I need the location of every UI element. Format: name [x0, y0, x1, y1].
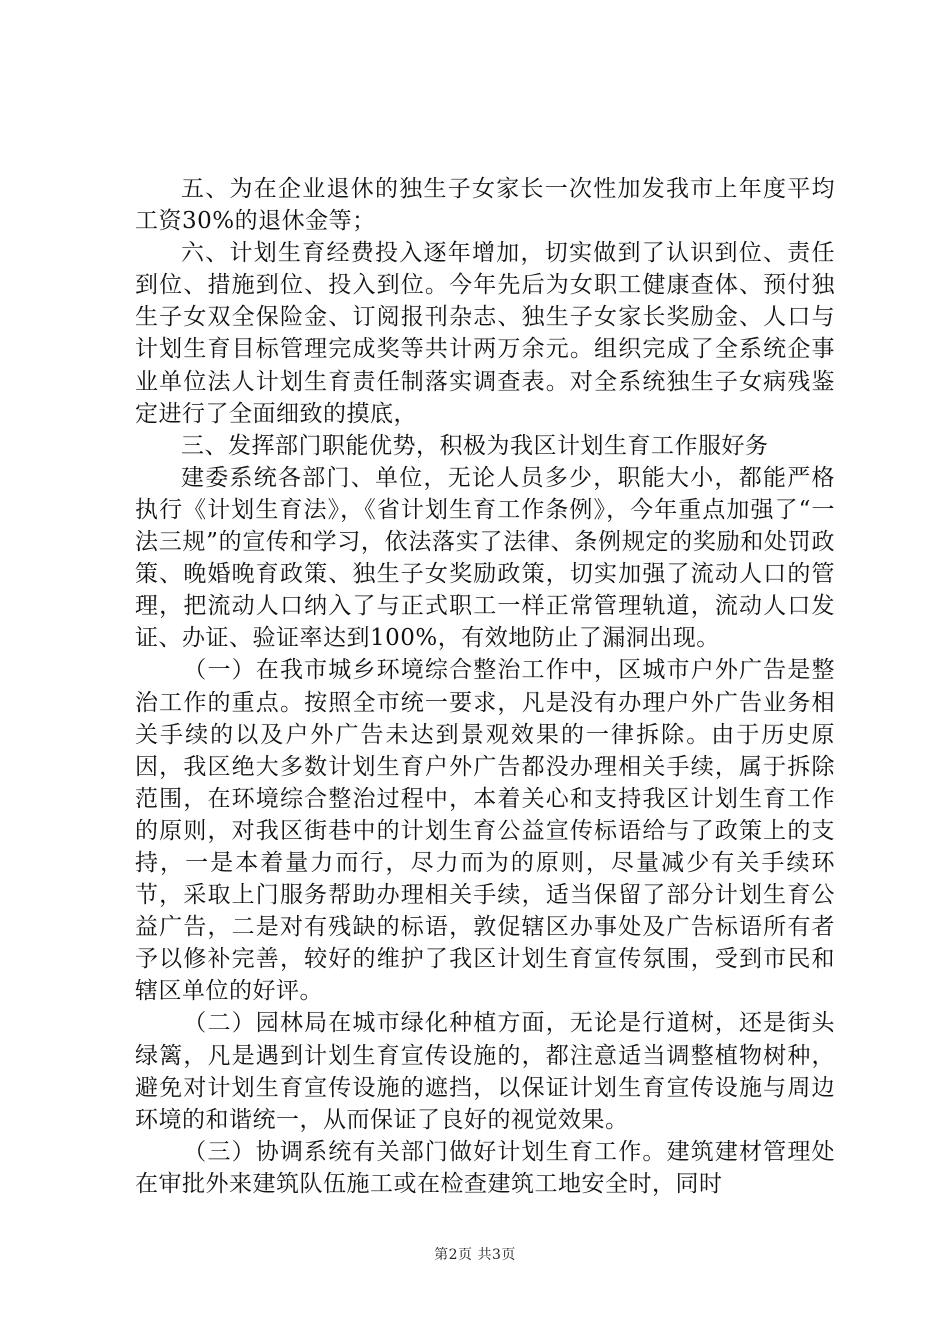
- paragraph-construction-committee: 建委系统各部门、单位，无论人员多少，职能大小，都能严格执行《计划生育法》，《省计划生育工作条例》，今年重点加强了“一法三规”的宣传和学习，依法落实了法律、条例规定的奖励和处罚政策、晚婚晚育政策、独生子女奖励政策，切实加强了流动人口的管理，把流动人口纳入了与正式职工一样正常管理轨道，流动人口发证、办证、验证率达到100%，有效地防止了漏洞出现。: [135, 464, 835, 652]
- paragraph-subitem-1: （一）在我市城乡环境综合整治工作中，区城市户外广告是整治工作的重点。按照全市统一要求，凡是没有办理户外广告业务相关手续的以及户外广告未达到景观效果的一律拆除。由于历史原因，我区绝大多数计划生育户外广告都没办理相关手续，属于拆除范围，在环境综合整治过程中，本着关心和支持我区计划生育工作的原则，对我区街巷中的计划生育公益宣传标语给与了政策上的支持，一是本着量力而行，尽力而为的原则，尽量减少有关手续环节，采取上门服务帮助办理相关手续，适当保留了部分计划生育公益广告，二是对有残缺的标语，敦促辖区办事处及广告标语所有者予以修补完善，较好的维护了我区计划生育宣传氛围，受到市民和辖区单位的好评。: [135, 657, 835, 1005]
- document-body: [135, 173, 835, 1200]
- section-heading-3: 三、发挥部门职能优势，积极为我区计划生育工作服好务: [181, 432, 769, 459]
- paragraph-subitem-3: （三）协调系统有关部门做好计划生育工作。建筑建材管理处在审批外来建筑队伍施工或在检查建筑工地安全时，同时: [135, 1138, 835, 1197]
- page-number-footer: 第2页 共3页: [434, 1247, 516, 1263]
- paragraph-item-6-funding: 六、计划生育经费投入逐年增加，切实做到了认识到位、责任到位、措施到位、投入到位。今年先后为女职工健康查体、预付独生子女双全保险金、订阅报刊杂志、独生子女家长奖励金、人口与计划生育目标管理完成奖等共计两万余元。组织完成了全系统企事业单位法人计划生育责任制落实调查表。对全系统独生子女病残鉴定进行了全面细致的摸底，: [135, 240, 835, 427]
- paragraph-subitem-2: （二）园林局在城市绿化种植方面，无论是行道树，还是街头绿篱，凡是遇到计划生育宣传设施的，都注意适当调整植物树种，避免对计划生育宣传设施的遮挡，以保证计划生育宣传设施与周边环境的和谐统一，从而保证了良好的视觉效果。: [135, 1010, 835, 1133]
- paragraph-item-5-retirement: 五、为在企业退休的独生子女家长一次性加发我市上年度平均工资30%的退休金等；: [135, 176, 835, 235]
